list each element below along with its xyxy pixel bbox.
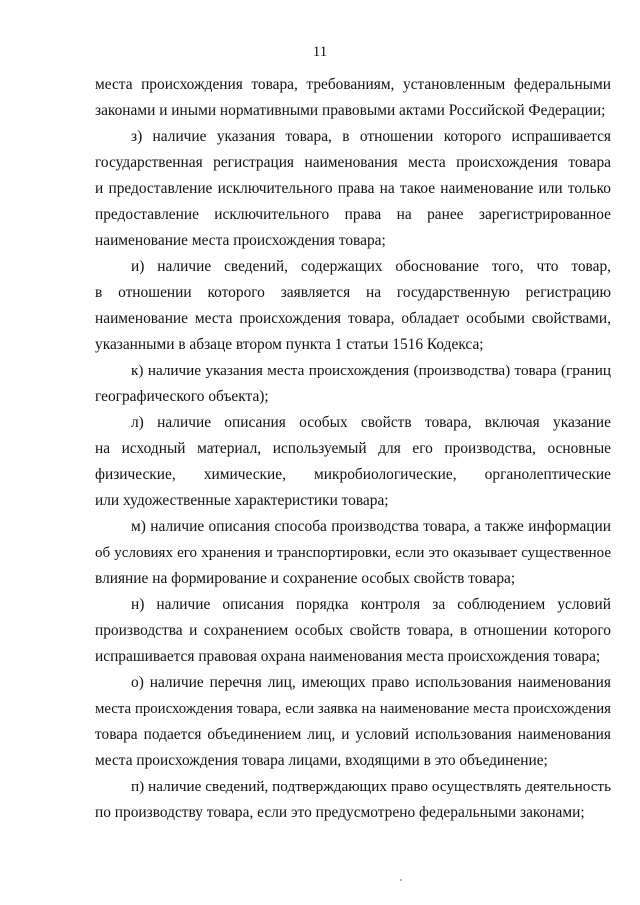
text-line: л) наличие описания особых свойств товара, включая указание [131, 414, 611, 431]
text-line: влияние на формирование и сохранение особых свойств товара; [95, 570, 516, 587]
text-line: п) наличие сведений, подтверждающих право осуществлять деятельность [131, 778, 611, 795]
text-line: места происхождения товара лицами, входящими в это объединение; [95, 752, 548, 769]
paragraph-m [95, 514, 611, 592]
text-line: товара подается объединением лиц, и условий использования наименования [95, 726, 611, 743]
text-line: на исходный материал, используемый для его производства, основные [95, 440, 611, 457]
text-line: об условиях его хранения и транспортировки, если это оказывает существенное [95, 545, 611, 561]
text-line: наименование места происхождения товара, обладает особыми свойствами, [95, 310, 611, 327]
paragraph-o [95, 670, 611, 774]
paragraph-intro [95, 72, 611, 124]
document-body [95, 72, 611, 826]
text-line: указанными в абзаце втором пункта 1 статьи 1516 Кодекса; [95, 336, 484, 353]
text-line: по производству товара, если это предусмотрено федеральными законами; [95, 804, 585, 821]
text-line: наименование места происхождения товара; [95, 232, 386, 249]
text-line: производства и сохранением особых свойств товара, в отношении которого [95, 622, 611, 639]
text-line: о) наличие перечня лиц, имеющих право использования наименования [131, 674, 611, 691]
text-line: или художественные характеристики товара; [95, 492, 389, 509]
paragraph-l [95, 410, 611, 514]
paragraph-p [95, 774, 611, 826]
text-line: в отношении которого заявляется на государственную регистрацию [95, 284, 611, 301]
text-line: географического объекта); [95, 388, 269, 405]
paragraph-n [95, 592, 611, 670]
text-line: государственная регистрация наименования места происхождения товара [95, 154, 611, 171]
text-line: м) наличие описания способа производства товара, а также информации [131, 518, 611, 535]
page-number: 11 [312, 44, 328, 60]
paragraph-i [95, 254, 611, 358]
scan-speck [400, 879, 402, 881]
paragraph-z [95, 124, 611, 254]
text-line: испрашивается правовая охрана наименования места происхождения товара; [95, 648, 601, 665]
text-line: физические, химические, микробиологические, органолептические [95, 466, 611, 483]
text-line: места происхождения товара, если заявка на наименование места происхождения [95, 701, 611, 717]
text-line: з) наличие указания товара, в отношении которого испрашивается [131, 128, 611, 145]
text-line: предоставление исключительного права на ранее зарегистрированное [95, 206, 611, 223]
text-line: и) наличие сведений, содержащих обоснование того, что товар, [131, 258, 611, 275]
text-line: н) наличие описания порядка контроля за соблюдением условий [131, 596, 611, 613]
text-line: и предоставление исключительного права на такое наименование или только [95, 180, 611, 197]
text-line: места происхождения товара, требованиям, установленным федеральными [95, 76, 611, 93]
paragraph-k [95, 358, 611, 410]
text-line: к) наличие указания места происхождения (производства) товара (границ [131, 362, 611, 379]
text-line: законами и иными нормативными правовыми актами Российской Федерации; [95, 102, 606, 119]
